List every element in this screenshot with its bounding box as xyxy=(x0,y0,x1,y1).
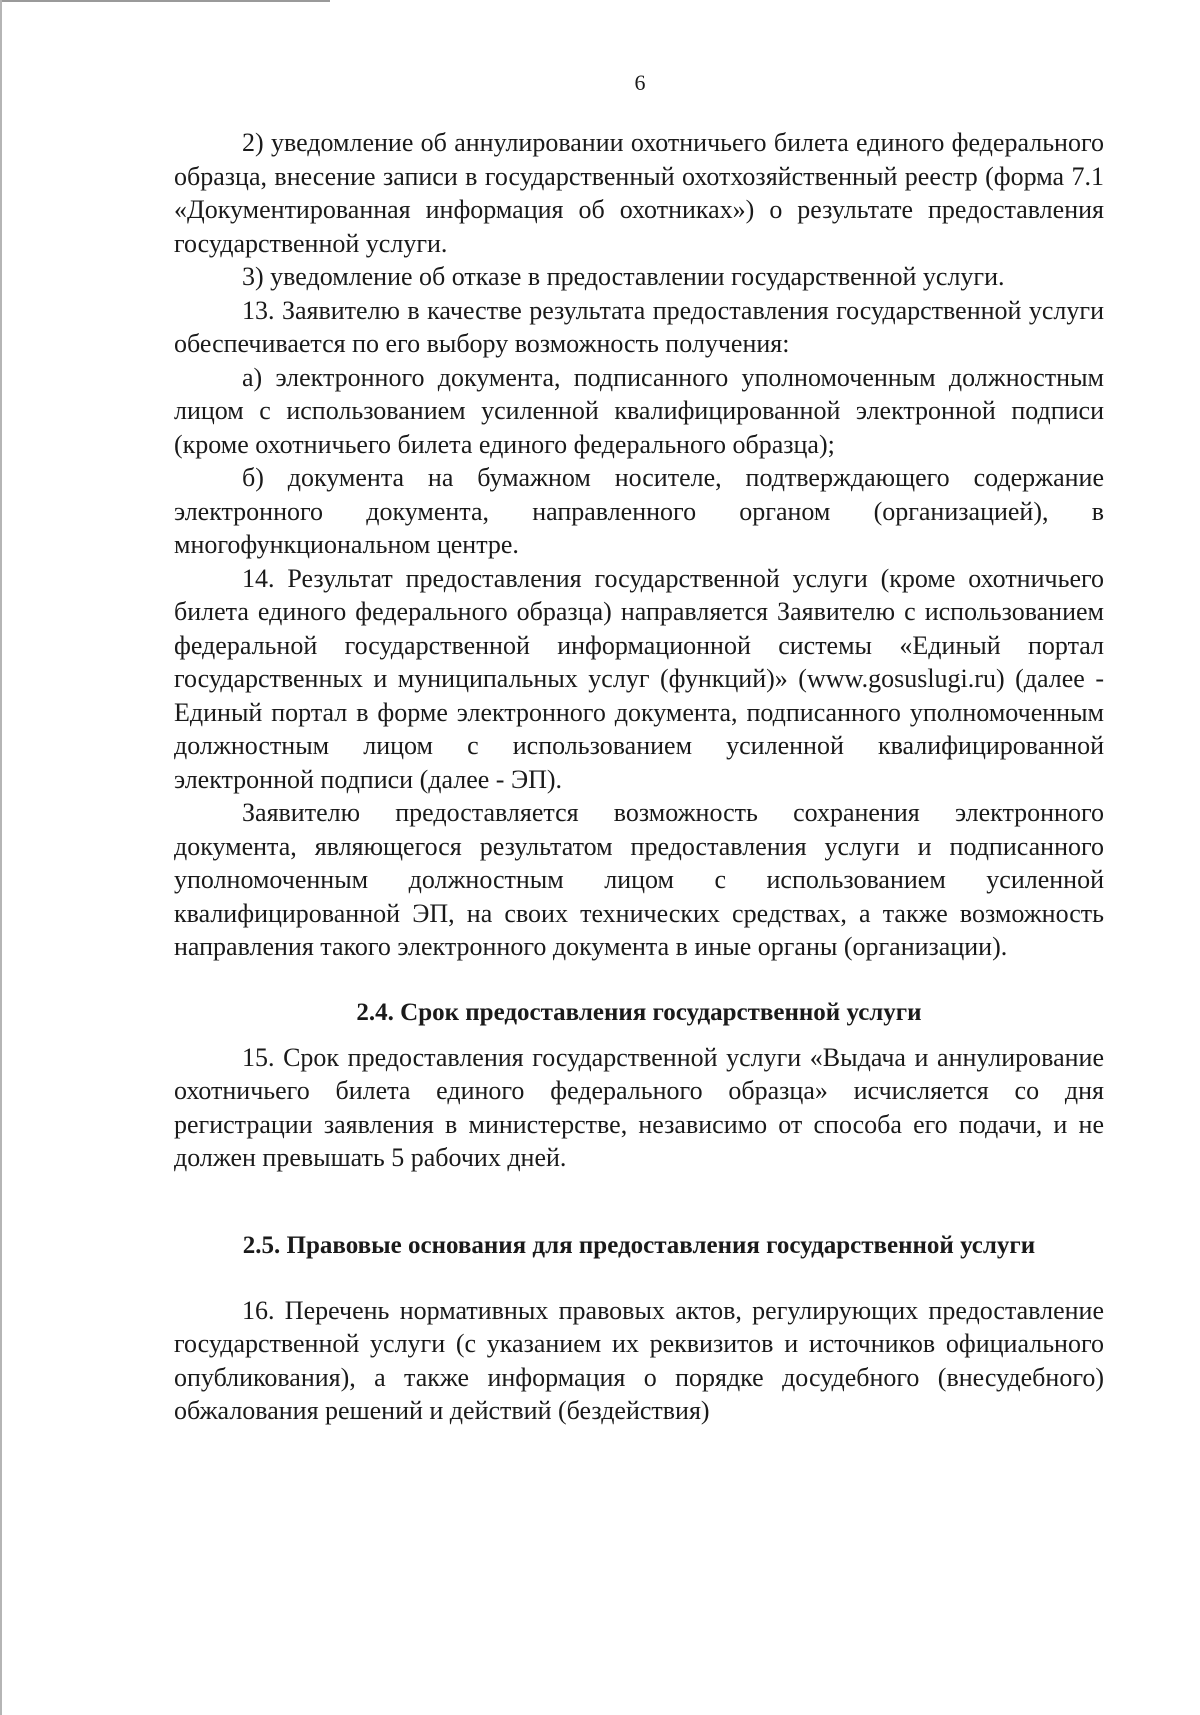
scan-artifact-top-line xyxy=(0,0,330,2)
paragraph-item-3: 3) уведомление об отказе в предоставлении государственной услуги. xyxy=(242,262,1005,291)
paragraph-14-continued: Заявителю предоставляется возможность сохранения электронного документа, являющегося результатом предоставления услуги и подписанного уполномоченным должностным лицом с использованием усиленной квалифицированной ЭП, на своих технических средствах, а также возможность направления такого электронного документа в иные органы (организации). xyxy=(174,798,1104,961)
paragraph-16: 16. Перечень нормативных правовых актов, регулирующих предоставление государственной услуги (с указанием их реквизитов и источников официального опубликования), а также информация о порядке досудебного (внесудебного) обжалования решений и действий (бездействия) xyxy=(174,1295,1104,1425)
paragraph-15: 15. Срок предоставления государственной услуги «Выдача и аннулирование охотничьего билета единого федерального образца» исчисляется со дня регистрации заявления в министерстве, независимо от способа его подачи, и не должен превышать 5 рабочих дней. xyxy=(174,1042,1104,1172)
scan-artifact-left-edge xyxy=(0,0,2,1715)
page-number: 6 xyxy=(634,70,646,95)
paragraph-13-a: а) электронного документа, подписанного уполномоченным должностным лицом с использованием усиленной квалифицированной электронной подписи (кроме охотничьего билета единого федерального образца); xyxy=(174,362,1104,459)
section-heading-2-5: 2.5. Правовые основания для предоставления государственной услуги xyxy=(242,1231,1036,1259)
section-heading-2-4: 2.4. Срок предоставления государственной услуги xyxy=(356,998,922,1026)
document-body xyxy=(174,126,1104,1428)
paragraph-13: 13. Заявителю в качестве результата предоставления государственной услуги обеспечивается по его выбору возможность получения: xyxy=(174,295,1104,358)
paragraph-14: 14. Результат предоставления государственной услуги (кроме охотничьего билета единого федерального образца) направляется Заявителю с использованием федеральной государственной информационной системы «Единый портал государственных и муниципальных услуг (функций)» (www.gosuslugi.ru) (далее - Единый портал в форме электронного документа, подписанного уполномоченным должностным лицом с использованием усиленной квалифицированной электронной подписи (далее - ЭП). xyxy=(174,563,1104,794)
paragraph-item-2: 2) уведомление об аннулировании охотничьего билета единого федерального образца, внесение записи в государственный охотхозяйственный реестр (форма 7.1 «Документированная информация об охотниках») о результате предоставления государственной услуги. xyxy=(174,128,1104,258)
paragraph-13-b: б) документа на бумажном носителе, подтверждающего содержание электронного документа, направленного органом (организацией), в многофункциональном центре. xyxy=(174,463,1104,559)
